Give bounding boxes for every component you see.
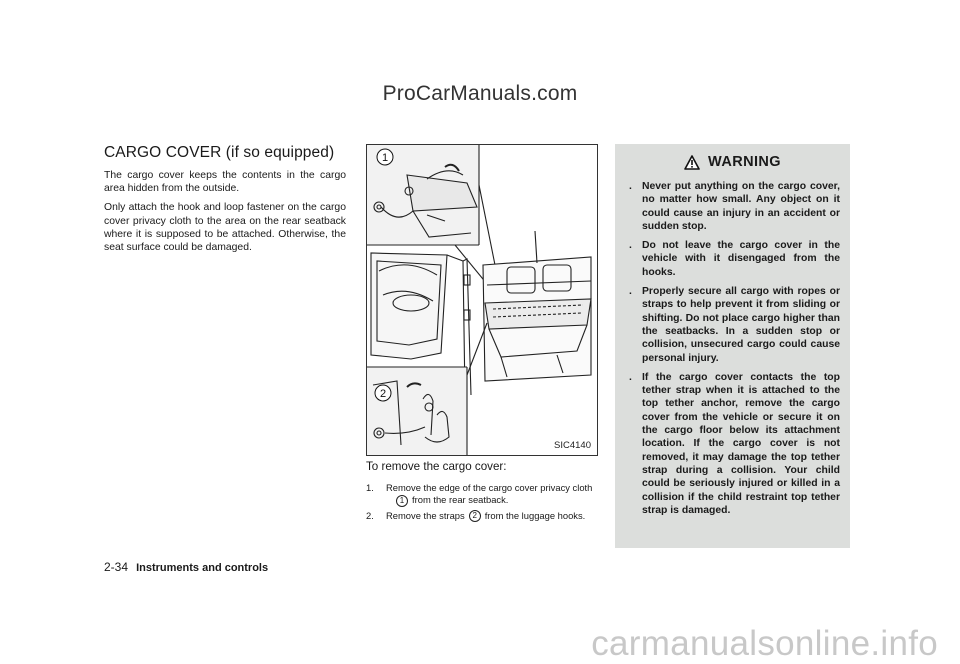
warning-title: WARNING (708, 154, 781, 170)
warning-item (629, 239, 840, 279)
watermark-top: ProCarManuals.com (382, 82, 578, 105)
figure-code: SIC4140 (554, 440, 591, 451)
step-text: Remove the edge of the cargo cover privacy cloth (386, 482, 593, 493)
step-number: 2. (366, 509, 374, 521)
bullet: . (629, 240, 632, 252)
page-footer (104, 560, 268, 574)
chapter-title: Instruments and controls (136, 562, 269, 574)
cargo-cover-section (104, 144, 346, 260)
removal-procedure (366, 460, 598, 525)
warning-item (629, 180, 840, 233)
callout-2-label: 2 (379, 388, 387, 400)
procedure-step-2 (366, 510, 598, 523)
warning-list (615, 180, 850, 517)
warning-text: Properly secure all cargo with ropes or straps to help prevent it from sliding or shifting. Do not place cargo higher than the seatbacks. In a sudden stop or collision, unsecured cargo could cause personal injury. (642, 286, 840, 364)
warning-triangle-icon (684, 155, 700, 170)
cargo-cover-illustration (366, 144, 598, 456)
watermark-bottom: carmanualsonline.info (591, 624, 938, 663)
step-number: 1. (366, 482, 374, 493)
callout-ref-1: 1 (396, 495, 408, 507)
warning-box (615, 144, 850, 548)
procedure-step-1 (366, 482, 598, 507)
paragraph-1: The cargo cover keeps the contents in the cargo area hidden from the outside. (104, 170, 346, 195)
step-text: Remove the straps (386, 509, 465, 521)
warning-header (615, 147, 850, 177)
bullet: . (629, 286, 632, 298)
paragraph-2: Only attach the hook and loop fastener on the cargo cover privacy cloth to the area on the rear seatback where it is supposed to be attached. Otherwise, the seat surface could be damaged. (104, 202, 346, 254)
step-text-cont: from the luggage hooks. (484, 509, 586, 521)
callout-1-label: 1 (381, 152, 389, 164)
warning-item (629, 285, 840, 365)
warning-text: Do not leave the cargo cover in the vehicle with it disengaged from the hooks. (642, 240, 840, 278)
warning-text: Never put anything on the cargo cover, no matter how small. Any object on it could cause an injury in an accident or sudden stop. (642, 181, 840, 232)
warning-text: If the cargo cover contacts the top tether strap when it is attached to the top tether anchor, remove the cargo cover from the vehicle or secure it on the cargo floor below its attachment location. If the cargo cover is not removed, it may damage the top tether strap during a collision. Your child could be seriously injured or killed in a collision if the child restraint top tether strap is damaged. (642, 371, 840, 516)
page-number: 2-34 (104, 560, 129, 574)
warning-item (629, 371, 840, 517)
illustration-drawing (367, 145, 597, 455)
callout-ref-2: 2 (469, 510, 481, 522)
step-text-cont: from the rear seatback. (412, 494, 509, 505)
section-title: CARGO COVER (if so equipped) (104, 144, 335, 161)
procedure-intro: To remove the cargo cover: (366, 460, 507, 473)
bullet: . (629, 181, 632, 192)
bullet: . (629, 371, 632, 383)
